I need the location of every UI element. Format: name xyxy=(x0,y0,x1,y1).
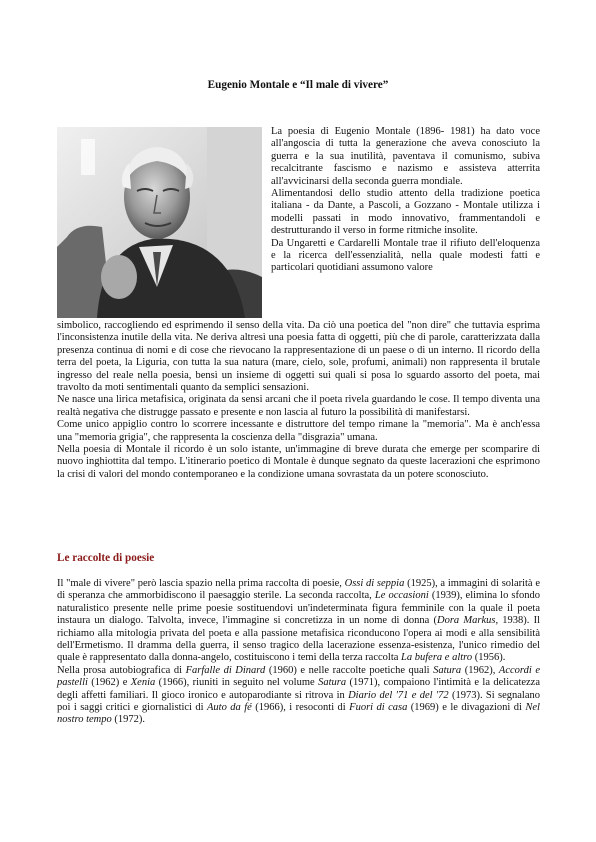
text-run: (1962) e xyxy=(87,677,131,689)
book-title: Xenia xyxy=(130,677,156,689)
book-title: Auto da fé xyxy=(207,702,252,714)
body-paragraph: Ne nasce una lirica metafisica, originata da sensi arcani che il poeta rivela guardando le cose. Il tempo diventa una realtà negativa che distrugge passato e presente e non lascia al futuro la possibilità di manifestarsi. xyxy=(57,394,540,418)
text-run: (1966), riuniti in seguito nel volume xyxy=(155,677,319,689)
book-title: Accordi e pastelli xyxy=(57,664,540,689)
intro-text-block xyxy=(271,126,540,275)
text-run: , 1938). Il richiamo alla mitologia privata del poeta e alla passione metafisica riconducono l'opera ai modi e alla sensibilità dell'Ermetismo. Il dramma della guerra, il senso tragico della lacerazione essenza-esistenza, l'unico rimedio del quale è rappresentato dalla donna-angelo, costituiscono i temi della terza raccolta xyxy=(57,615,540,664)
book-title: La bufera e altro xyxy=(401,652,473,664)
body-paragraph: Come unico appiglio contro lo scorrere incessante e distruttore del tempo rimane la "memoria". Ma è anch'essa una "memoria grigia", che rappresenta la coscienza della "disgrazia" umana. xyxy=(57,419,540,443)
book-title: Ossi di seppia xyxy=(344,578,405,589)
book-title: Dora Markus xyxy=(437,615,496,627)
text-run: (1969) e le divagazioni di xyxy=(407,702,526,714)
text-run: (1939), elimina lo sfondo naturalistico presente nelle prime poesie sostituendovi un'indeterminata figura femminile con la quale il poeta instaura un dialogo. Talvolta, invece, l'immagine si concretizza in un nome di donna ( xyxy=(57,590,540,627)
intro-paragraph: La poesia di Eugenio Montale (1896- 1981) ha dato voce all'angoscia di tutta la generazione che aveva conosciuto la guerra e la sua inutilità, paventava il comunismo, subiva recalcitrante fascismo e nazismo e assisteva atterrita all'avvicinarsi della seconda guerra mondiale. xyxy=(271,126,540,187)
text-run: Nella prosa autobiografica di xyxy=(57,664,186,676)
body-text-block xyxy=(57,320,540,481)
text-run: (1966), i resoconti di xyxy=(251,702,350,714)
text-run: (1972). xyxy=(111,714,145,726)
text-run: (1925), a immagini di solarità e di speranza che ammorbidiscono il paesaggio sterile. La seconda raccolta, xyxy=(57,578,540,602)
text-run: (1962), xyxy=(461,664,499,676)
collections-section xyxy=(57,578,540,727)
document-title: Eugenio Montale e “Il male di vivere” xyxy=(207,79,389,91)
text-run: (1973). Si segnalano poi i saggi critici e giornalistici di xyxy=(57,689,540,714)
book-title: Nel nostro tempo xyxy=(57,702,540,726)
body-paragraph: Nella poesia di Montale il ricordo è un solo istante, un'immagine di breve durata che emerge per scomparire di nuovo inghiottita dal tempo. L'itinerario poetico di Montale è dunque segnato da queste lacerazioni che esprimono la crisi di valori del mondo contemporaneo e la condizione umana sovrastata da un potere sconosciuto. xyxy=(57,444,540,480)
book-title: Fuori di casa xyxy=(349,702,408,714)
text-run: (1971), compaiono l'intimità e la delicatezza degli affetti familiari. Il gioco ironico e autoparodiante si ritrova in xyxy=(57,677,541,701)
collections-paragraph-1 xyxy=(57,578,540,665)
author-portrait-photo xyxy=(57,127,262,318)
book-title: Le occasioni xyxy=(374,590,429,602)
book-title: Satura xyxy=(318,677,347,689)
book-title: Diario del '71 e del '72 xyxy=(348,689,449,701)
text-run: Il "male di vivere" però lascia spazio nella prima raccolta di poesie, xyxy=(57,578,345,589)
book-title: Satura xyxy=(433,664,462,676)
body-paragraph: simbolico, raccogliendo ed esprimendo il senso della vita. Da ciò una poetica del "non dire" che tuttavia esprima l'inconsistenza inutile della vita. Ne deriva altresì una poesia fatta di oggetti, più che di parole, caratterizzata dalla presenza continua di nomi e di cose che rievocano la rappresentazione di un paese o di un interno. Il ricordo della terra del poeta, la Liguria, con tutta la sua natura (mare, cielo, sole, profumi, animali) non rappresenta il brutale ingresso del reale nella poesia, bensì un insieme di oggetti sui quali si posa lo sguardo assorto del poeta, mai travolto da moti sentimentali quanto da semplici sensazioni. xyxy=(57,320,540,394)
collections-paragraph-2 xyxy=(57,665,540,727)
text-run: (1960) e nelle raccolte poetiche quali xyxy=(265,664,434,676)
intro-paragraph: Alimentandosi dello studio attento della tradizione poetica italiana - da Dante, a Pascoli, a Gozzano - Montale utilizza i modelli passati in modo innovativo, frammentandoli e destrutturando il verso in forme ritmiche insolite. xyxy=(271,188,540,237)
book-title: Farfalle di Dinard xyxy=(185,664,266,676)
section-heading: Le raccolte di poesie xyxy=(57,552,155,564)
text-run: (1956). xyxy=(472,652,506,664)
intro-paragraph: Da Ungaretti e Cardarelli Montale trae il rifiuto dell'eloquenza e la ricerca dell'essenzialità, nella quale modesti fatti e particolari quotidiani assumono valore xyxy=(271,237,540,274)
